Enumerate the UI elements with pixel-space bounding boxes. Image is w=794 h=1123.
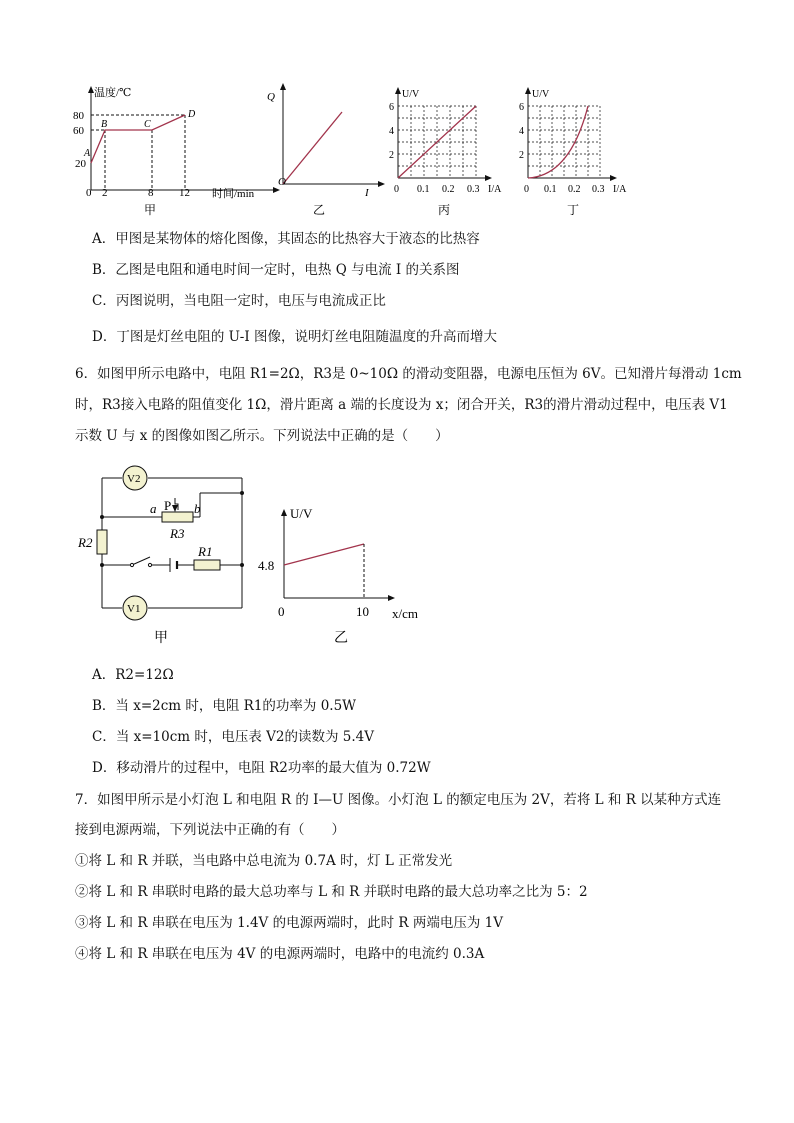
q6-option-d: D．移动滑片的过程中，电阻 R2功率的最大值为 0.72W bbox=[92, 760, 431, 776]
ding-ytick-4: 4 bbox=[519, 126, 524, 137]
jia-xtick-2: 2 bbox=[102, 187, 108, 199]
jia-ytick-20: 20 bbox=[75, 158, 86, 170]
graph-caption: 乙 bbox=[334, 631, 348, 646]
bing-ytick-6: 6 bbox=[389, 102, 394, 113]
figure-ding bbox=[519, 87, 627, 217]
bing-xtick-0.2: 0.2 bbox=[442, 184, 455, 195]
graph-x0: 0 bbox=[278, 604, 285, 619]
bing-caption: 丙 bbox=[438, 203, 451, 217]
figure-bing bbox=[389, 87, 502, 217]
q6-figures bbox=[70, 458, 440, 653]
q7-statement-4: ④将 L 和 R 串联在电压为 4V 的电源两端时，电路中的电流约 0.3A bbox=[75, 946, 485, 962]
q7-statement-1: ①将 L 和 R 并联，当电路中总电流为 0.7A 时，灯 L 正常发光 bbox=[75, 853, 453, 869]
figure-jia bbox=[73, 85, 280, 217]
ding-ylabel: U/V bbox=[532, 89, 550, 100]
q6-graph bbox=[258, 506, 418, 646]
circuit-label-r2: R2 bbox=[78, 535, 93, 550]
jia-ytick-80: 80 bbox=[73, 110, 84, 122]
jia-point-d: D bbox=[188, 109, 196, 120]
q6-circuit bbox=[102, 478, 242, 608]
graph-xlabel: x/cm bbox=[392, 606, 418, 621]
q7-statement-2: ②将 L 和 R 串联时电路的最大总功率与 L 和 R 并联时电路的最大总功率之比为 5：2 bbox=[75, 884, 588, 900]
slider-arrow-icon bbox=[172, 505, 178, 512]
q6-option-a: A．R2=12Ω bbox=[92, 667, 174, 683]
bing-ylabel: U/V bbox=[402, 89, 420, 100]
jia-xtick-12: 12 bbox=[179, 187, 190, 199]
ding-xtick-0.3: 0.3 bbox=[592, 184, 605, 195]
ding-ytick-6: 6 bbox=[519, 102, 524, 113]
bing-ytick-2: 2 bbox=[389, 150, 394, 161]
jia-point-c: C bbox=[144, 119, 151, 130]
bing-xtick-0.1: 0.1 bbox=[417, 184, 430, 195]
figure-row-top bbox=[73, 76, 640, 226]
circuit-label-r3: R3 bbox=[170, 526, 185, 541]
q7-statement-3: ③将 L 和 R 串联在电压为 1.4V 的电源两端时，此时 R 两端电压为 1V bbox=[75, 915, 503, 931]
q6-stem-line1: 6．如图甲所示电路中，电阻 R1=2Ω，R3是 0~10Ω 的滑动变阻器，电源电压恒为 6V。已知滑片每滑动 1cm bbox=[75, 366, 742, 382]
yi-caption: 乙 bbox=[313, 203, 326, 217]
circuit-label-r1: R1 bbox=[198, 544, 213, 559]
circuit-label-v2: V2 bbox=[127, 473, 141, 485]
circuit-label-v1: V1 bbox=[127, 603, 141, 615]
yi-origin: O bbox=[278, 176, 286, 188]
circuit-label-a: a bbox=[150, 501, 157, 516]
jia-ylabel: 温度/℃ bbox=[94, 87, 132, 99]
ding-caption: 丁 bbox=[567, 203, 580, 217]
rheostat-r3-icon bbox=[162, 512, 193, 522]
circuit-caption: 甲 bbox=[154, 631, 168, 646]
circuit-label-p: P bbox=[164, 498, 172, 513]
jia-xtick-8: 8 bbox=[148, 187, 154, 199]
q5-option-d: D．丁图是灯丝电阻的 U-I 图像，说明灯丝电阻随温度的升高而增大 bbox=[92, 329, 497, 345]
circuit-label-b: b bbox=[194, 501, 201, 516]
q6-stem-line2: 时，R3接入电路的阻值变化 1Ω，滑片距离 a 端的长度设为 x；闭合开关，R3的滑片滑动过程中，电压表 V1 bbox=[75, 397, 728, 413]
bing-xtick-0.3: 0.3 bbox=[467, 184, 480, 195]
jia-caption: 甲 bbox=[144, 203, 157, 217]
q6-stem-line3: 示数 U 与 x 的图像如图乙所示。下列说法中正确的是（ ） bbox=[75, 428, 449, 444]
jia-xlabel: 时间/min bbox=[212, 188, 255, 200]
bing-xtick-0: 0 bbox=[394, 184, 399, 195]
bing-xlabel: I/A bbox=[488, 184, 502, 195]
jia-point-b: B bbox=[101, 119, 108, 130]
q5-option-c: C．丙图说明，当电阻一定时，电压与电流成正比 bbox=[92, 293, 386, 309]
ding-xtick-0: 0 bbox=[524, 184, 529, 195]
jia-ytick-60: 60 bbox=[73, 125, 84, 137]
q6-option-b: B．当 x=2cm 时，电阻 R1的功率为 0.5W bbox=[92, 698, 357, 714]
resistor-r1-icon bbox=[194, 560, 220, 570]
graph-ylabel: U/V bbox=[290, 506, 313, 521]
ding-ytick-2: 2 bbox=[519, 150, 524, 161]
bing-ytick-4: 4 bbox=[389, 126, 394, 137]
ding-xtick-0.2: 0.2 bbox=[568, 184, 581, 195]
yi-xlabel: I bbox=[365, 187, 369, 199]
ding-xlabel: I/A bbox=[613, 184, 627, 195]
q6-option-c: C．当 x=10cm 时，电压表 V2的读数为 5.4V bbox=[92, 729, 375, 745]
resistor-r2-icon bbox=[97, 530, 107, 554]
q7-stem-line1: 7．如图甲所示是小灯泡 L 和电阻 R 的 I—U 图像。小灯泡 L 的额定电压为 2V，若将 L 和 R 以某种方式连 bbox=[75, 792, 722, 808]
q5-option-a: A．甲图是某物体的熔化图像，其固态的比热容大于液态的比热容 bbox=[92, 231, 480, 247]
ding-xtick-0.1: 0.1 bbox=[544, 184, 557, 195]
figure-yi bbox=[267, 83, 385, 217]
graph-x10: 10 bbox=[356, 604, 369, 619]
yi-ylabel: Q bbox=[267, 91, 275, 103]
q7-stem-line2: 接到电源两端，下列说法中正确的有（ ） bbox=[75, 822, 345, 838]
jia-point-a: A bbox=[84, 148, 91, 159]
graph-y0: 4.8 bbox=[258, 558, 275, 573]
jia-xtick-0: 0 bbox=[86, 187, 92, 199]
q5-option-b: B．乙图是电阻和通电时间一定时，电热 Q 与电流 I 的关系图 bbox=[92, 262, 460, 278]
